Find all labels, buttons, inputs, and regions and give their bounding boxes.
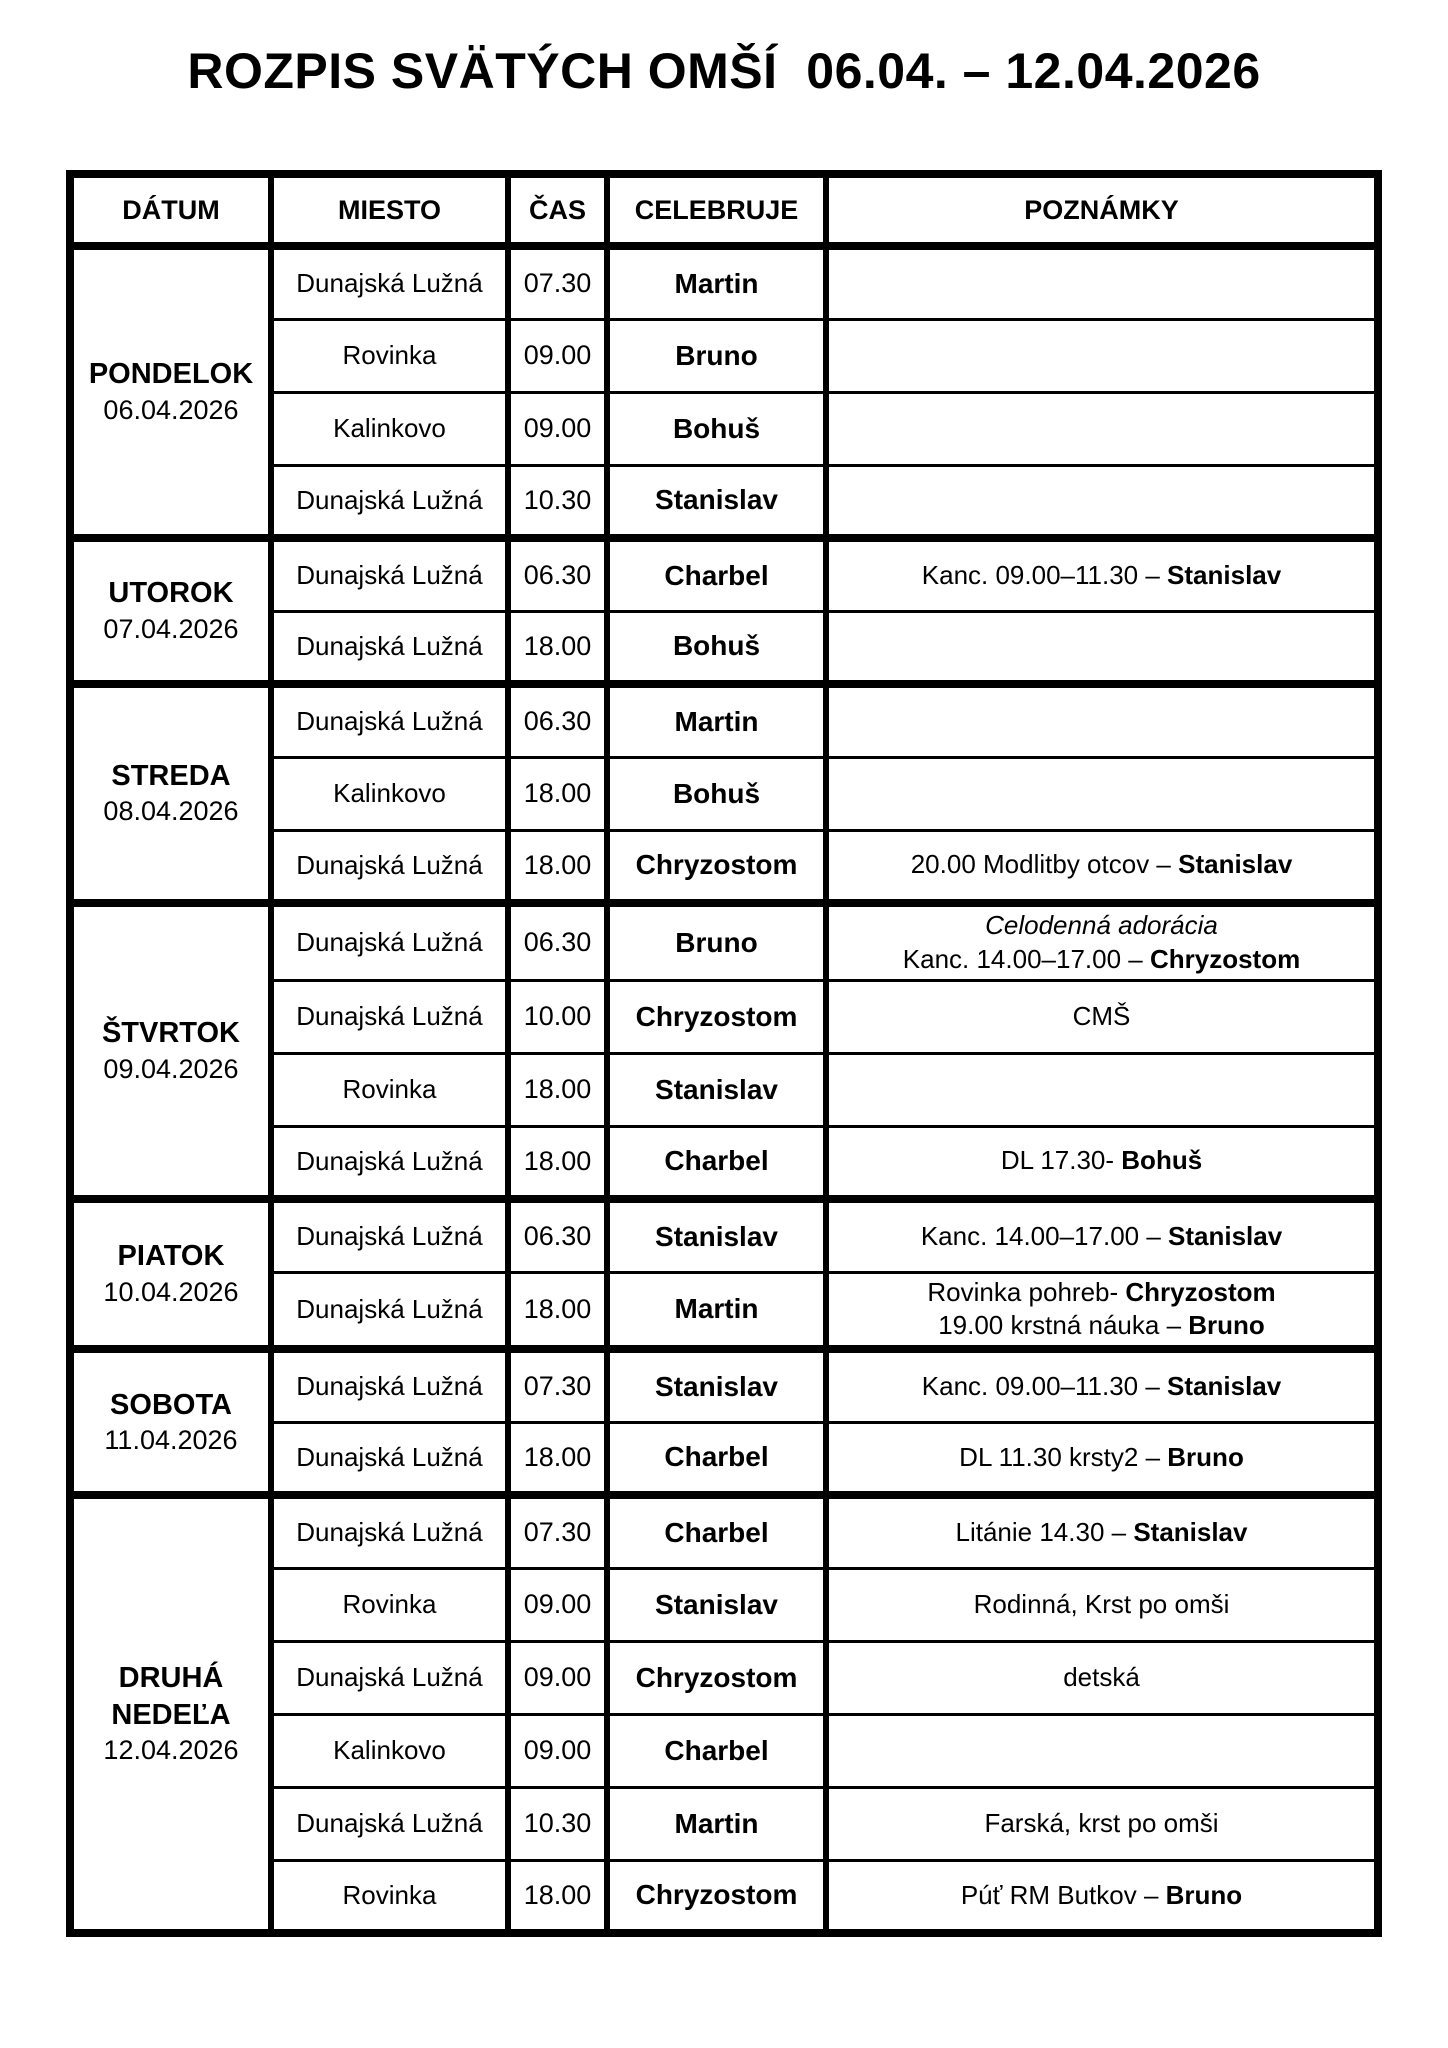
note-segment: CMŠ <box>1072 1000 1131 1031</box>
time-cell: 18.00 <box>508 1272 607 1349</box>
celebrant-cell: Stanislav <box>607 1568 826 1641</box>
note-segment: Bruno <box>1165 1879 1243 1910</box>
header-row <box>70 174 1378 246</box>
day-date: 06.04.2026 <box>103 394 239 425</box>
place-cell: Dunajská Lužná <box>271 538 508 611</box>
note-segment: Celodenná adorácia <box>985 910 1218 940</box>
place-cell: Rovinka <box>271 1860 508 1933</box>
schedule-row <box>70 903 1378 980</box>
time-cell: 10.30 <box>508 1787 607 1860</box>
notes-cell <box>826 1787 1378 1860</box>
time-cell: 09.00 <box>508 1714 607 1787</box>
note-segment: DL 11.30 krsty2 – <box>959 1441 1168 1472</box>
time-cell: 06.30 <box>508 538 607 611</box>
note-segment: Farská, krst po omši <box>984 1807 1219 1838</box>
note-segment: Stanislav <box>1133 1517 1248 1548</box>
col-header-poznamky: POZNÁMKY <box>826 174 1378 246</box>
time-cell: 10.00 <box>508 980 607 1053</box>
celebrant-cell: Bruno <box>607 903 826 980</box>
notes-cell <box>826 1422 1378 1495</box>
time-cell: 06.30 <box>508 903 607 980</box>
note-line <box>835 1000 1368 1034</box>
celebrant-cell: Martin <box>607 246 826 319</box>
schedule-row <box>70 684 1378 757</box>
schedule-row <box>70 1495 1378 1568</box>
place-cell: Rovinka <box>271 1568 508 1641</box>
celebrant-cell: Charbel <box>607 1495 826 1568</box>
notes-cell <box>826 611 1378 684</box>
place-cell: Dunajská Lužná <box>271 1422 508 1495</box>
table-body <box>70 246 1378 1933</box>
schedule-table-wrapper <box>66 170 1382 1937</box>
place-cell: Dunajská Lužná <box>271 830 508 903</box>
note-segment: Litánie 14.30 – <box>955 1517 1134 1548</box>
notes-cell <box>826 1272 1378 1349</box>
notes-cell <box>826 980 1378 1053</box>
celebrant-cell: Stanislav <box>607 1349 826 1422</box>
place-cell: Kalinkovo <box>271 757 508 830</box>
place-cell: Dunajská Lužná <box>271 1787 508 1860</box>
note-segment: Rovinka pohreb- <box>927 1276 1126 1307</box>
note-line <box>835 1309 1368 1343</box>
place-cell: Kalinkovo <box>271 392 508 465</box>
notes-cell <box>826 538 1378 611</box>
celebrant-cell: Bohuš <box>607 611 826 684</box>
time-cell: 06.30 <box>508 1199 607 1272</box>
time-cell: 07.30 <box>508 1495 607 1568</box>
celebrant-cell: Stanislav <box>607 465 826 538</box>
col-header-celebruje: CELEBRUJE <box>607 174 826 246</box>
time-cell: 06.30 <box>508 684 607 757</box>
place-cell: Dunajská Lužná <box>271 1272 508 1349</box>
note-line <box>835 1588 1368 1622</box>
celebrant-cell: Chryzostom <box>607 1860 826 1933</box>
celebrant-cell: Martin <box>607 1272 826 1349</box>
note-segment: Bruno <box>1188 1310 1265 1341</box>
note-segment: Púť RM Butkov – <box>960 1879 1166 1910</box>
time-cell: 18.00 <box>508 830 607 903</box>
time-cell: 09.00 <box>508 392 607 465</box>
note-line <box>835 559 1368 593</box>
note-segment: Stanislav <box>1178 849 1293 880</box>
notes-cell <box>826 392 1378 465</box>
notes-cell <box>826 684 1378 757</box>
note-line <box>835 848 1368 882</box>
notes-cell <box>826 319 1378 392</box>
celebrant-cell: Chryzostom <box>607 830 826 903</box>
note-line <box>835 1516 1368 1550</box>
celebrant-cell: Charbel <box>607 1126 826 1199</box>
celebrant-cell: Stanislav <box>607 1053 826 1126</box>
day-name: STREDA <box>111 759 231 792</box>
note-line <box>835 1807 1368 1841</box>
note-segment: Stanislav <box>1168 1220 1283 1251</box>
day-cell <box>70 538 271 684</box>
place-cell: Dunajská Lužná <box>271 1641 508 1714</box>
notes-cell <box>826 1860 1378 1933</box>
notes-cell <box>826 1568 1378 1641</box>
celebrant-cell: Charbel <box>607 538 826 611</box>
note-segment: detská <box>1063 1661 1140 1692</box>
celebrant-cell: Bruno <box>607 319 826 392</box>
note-segment: Rodinná, Krst po omši <box>973 1588 1230 1619</box>
place-cell: Dunajská Lužná <box>271 246 508 319</box>
notes-cell <box>826 246 1378 319</box>
notes-cell <box>826 903 1378 980</box>
place-cell: Dunajská Lužná <box>271 1495 508 1568</box>
day-name: DRUHÁ <box>118 1662 224 1695</box>
time-cell: 18.00 <box>508 611 607 684</box>
celebrant-cell: Charbel <box>607 1422 826 1495</box>
day-date: 12.04.2026 <box>103 1734 239 1765</box>
celebrant-cell: Stanislav <box>607 1199 826 1272</box>
day-name: NEDEĽA <box>111 1698 231 1731</box>
note-segment: Bruno <box>1167 1441 1244 1472</box>
place-cell: Dunajská Lužná <box>271 611 508 684</box>
place-cell: Rovinka <box>271 319 508 392</box>
note-segment: Stanislav <box>1167 1371 1282 1402</box>
day-date: 10.04.2026 <box>103 1276 239 1307</box>
note-line <box>835 1220 1368 1254</box>
note-line <box>835 1661 1368 1695</box>
notes-cell <box>826 1714 1378 1787</box>
time-cell: 18.00 <box>508 1053 607 1126</box>
day-cell <box>70 1199 271 1349</box>
note-segment: Stanislav <box>1167 559 1282 590</box>
time-cell: 18.00 <box>508 1126 607 1199</box>
place-cell: Dunajská Lužná <box>271 1199 508 1272</box>
note-line <box>835 1370 1368 1404</box>
place-cell: Kalinkovo <box>271 1714 508 1787</box>
note-line <box>835 1276 1368 1310</box>
time-cell: 18.00 <box>508 1860 607 1933</box>
time-cell: 10.30 <box>508 465 607 538</box>
col-header-cas: ČAS <box>508 174 607 246</box>
schedule-table <box>66 170 1382 1937</box>
day-cell <box>70 903 271 1199</box>
place-cell: Dunajská Lužná <box>271 980 508 1053</box>
place-cell: Dunajská Lužná <box>271 465 508 538</box>
celebrant-cell: Martin <box>607 1787 826 1860</box>
place-cell: Dunajská Lužná <box>271 684 508 757</box>
time-cell: 09.00 <box>508 1641 607 1714</box>
schedule-row <box>70 1349 1378 1422</box>
notes-cell <box>826 1641 1378 1714</box>
table-header <box>70 174 1378 246</box>
note-segment: Kanc. 09.00–11.30 – <box>921 559 1168 590</box>
celebrant-cell: Bohuš <box>607 757 826 830</box>
day-date: 08.04.2026 <box>103 796 239 827</box>
time-cell: 18.00 <box>508 757 607 830</box>
schedule-row <box>70 538 1378 611</box>
place-cell: Dunajská Lužná <box>271 1126 508 1199</box>
day-name: UTOROK <box>108 577 234 610</box>
time-cell: 09.00 <box>508 1568 607 1641</box>
notes-cell <box>826 1349 1378 1422</box>
notes-cell <box>826 1199 1378 1272</box>
notes-cell <box>826 830 1378 903</box>
notes-cell <box>826 1495 1378 1568</box>
note-segment: DL 17.30- <box>1000 1145 1122 1176</box>
notes-cell <box>826 757 1378 830</box>
notes-cell <box>826 1126 1378 1199</box>
day-name: ŠTVRTOK <box>101 1017 241 1050</box>
place-cell: Rovinka <box>271 1053 508 1126</box>
col-header-datum: DÁTUM <box>70 174 271 246</box>
schedule-row <box>70 1199 1378 1272</box>
place-cell: Dunajská Lužná <box>271 1349 508 1422</box>
day-date: 07.04.2026 <box>103 613 239 644</box>
day-date: 11.04.2026 <box>104 1424 238 1455</box>
celebrant-cell: Bohuš <box>607 392 826 465</box>
day-cell <box>70 1349 271 1495</box>
note-segment: Chryzostom <box>1125 1276 1276 1307</box>
day-name: SOBOTA <box>110 1388 232 1421</box>
day-date: 09.04.2026 <box>103 1053 239 1084</box>
note-line <box>835 909 1368 943</box>
celebrant-cell: Chryzostom <box>607 980 826 1053</box>
place-cell: Dunajská Lužná <box>271 903 508 980</box>
time-cell: 09.00 <box>508 319 607 392</box>
celebrant-cell: Martin <box>607 684 826 757</box>
note-segment: Kanc. 14.00–17.00 – <box>920 1220 1169 1251</box>
celebrant-cell: Chryzostom <box>607 1641 826 1714</box>
page-title: ROZPIS SVÄTÝCH OMŠÍ 06.04. – 12.04.2026 <box>187 43 1261 99</box>
day-cell <box>70 1495 271 1933</box>
notes-cell <box>826 465 1378 538</box>
day-name: PONDELOK <box>88 358 254 391</box>
time-cell: 07.30 <box>508 1349 607 1422</box>
schedule-row <box>70 246 1378 319</box>
time-cell: 18.00 <box>508 1422 607 1495</box>
col-header-miesto: MIESTO <box>271 174 508 246</box>
note-segment: 20.00 Modlitby otcov – <box>910 849 1179 880</box>
day-cell <box>70 246 271 538</box>
day-name: PIATOK <box>117 1240 225 1273</box>
note-line <box>835 943 1368 977</box>
note-segment: Bohuš <box>1121 1145 1203 1176</box>
note-line <box>835 1441 1368 1475</box>
note-segment: Kanc. 09.00–11.30 – <box>921 1371 1168 1402</box>
day-cell <box>70 684 271 903</box>
note-line <box>835 1144 1368 1178</box>
note-segment: Chryzostom <box>1149 943 1301 974</box>
time-cell: 07.30 <box>508 246 607 319</box>
note-line <box>835 1879 1368 1913</box>
celebrant-cell: Charbel <box>607 1714 826 1787</box>
note-segment: Kanc. 14.00–17.00 – <box>902 943 1150 974</box>
note-segment: 19.00 krstná náuka – <box>938 1310 1189 1341</box>
notes-cell <box>826 1053 1378 1126</box>
